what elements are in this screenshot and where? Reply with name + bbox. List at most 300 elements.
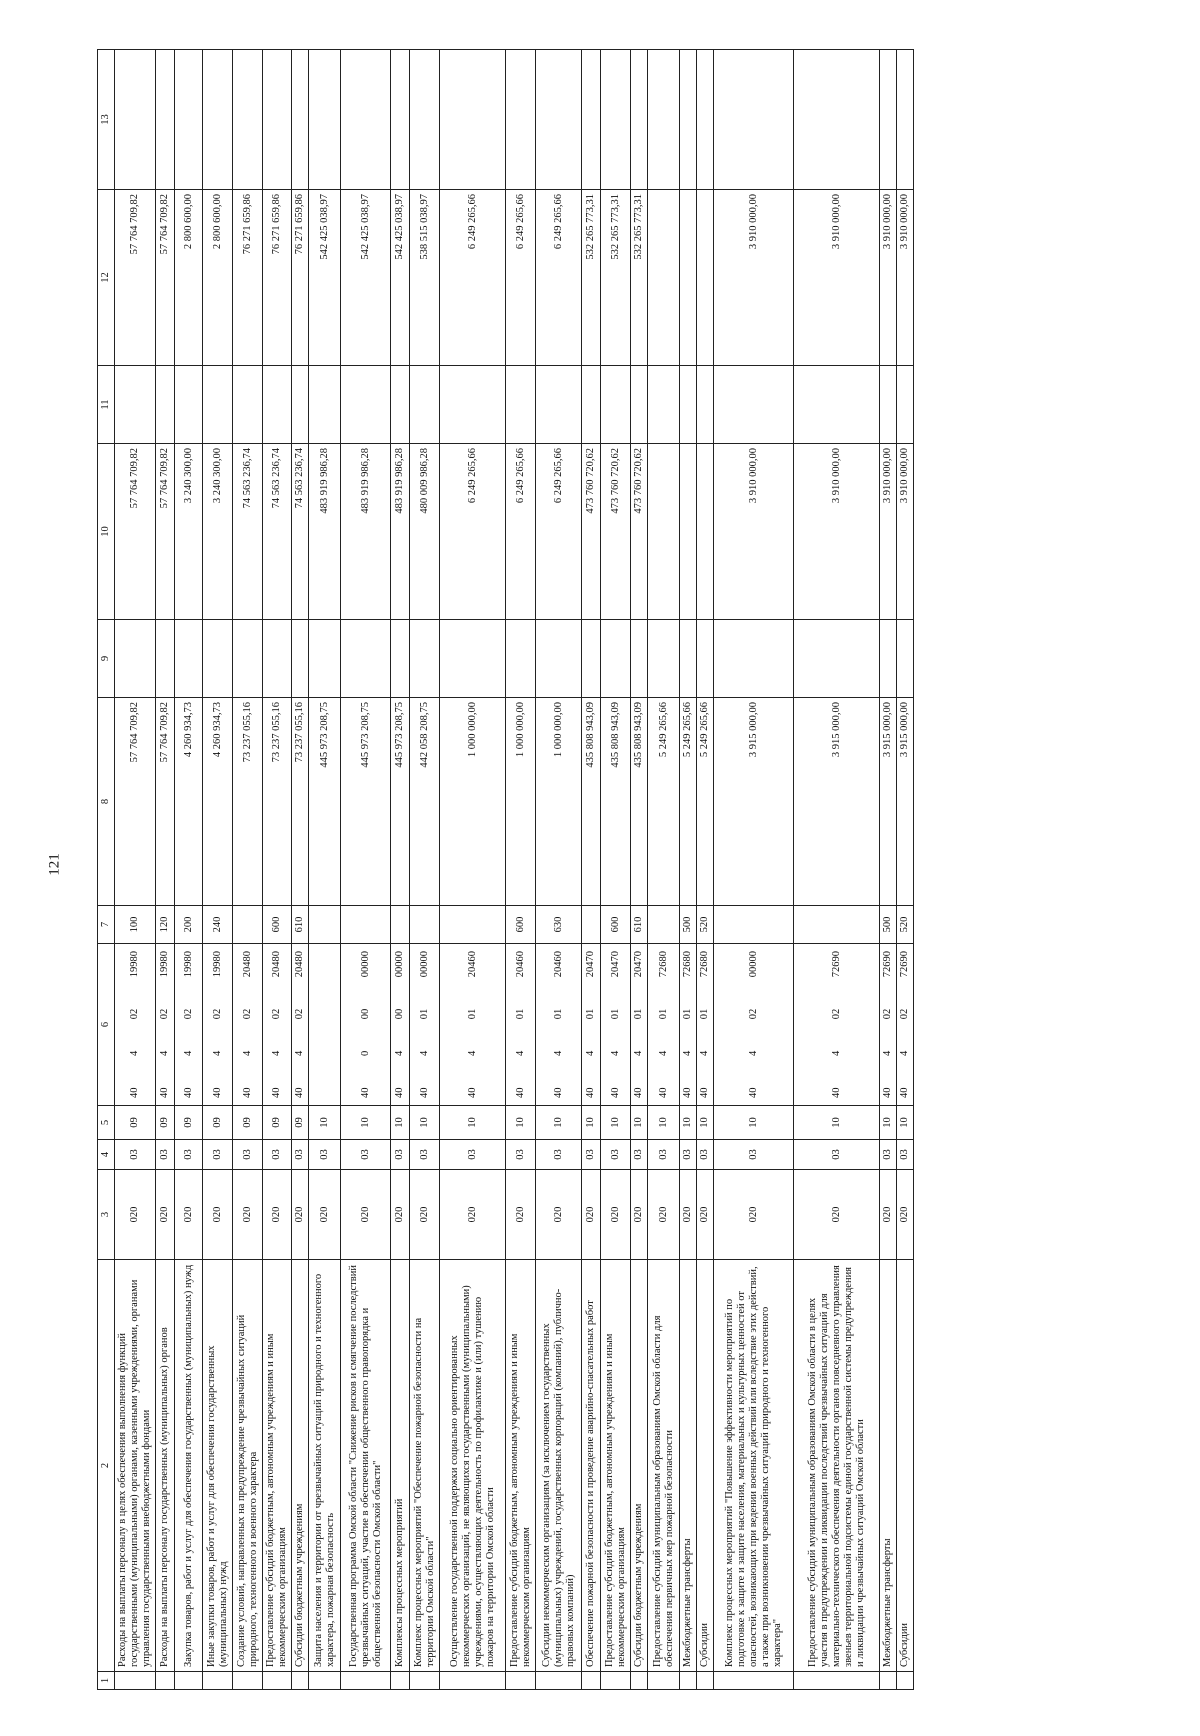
- subsection-code-cell: 10: [631, 1106, 648, 1140]
- table-row: [601, 50, 631, 1690]
- target-article-part: 72680: [682, 951, 693, 978]
- target-article-part: 01: [633, 1008, 644, 1020]
- amount-col13-cell: [341, 50, 391, 190]
- target-article-part: 4: [159, 1050, 170, 1056]
- row-name-cell: Субсидии: [897, 1260, 914, 1672]
- amount-col13-cell: [897, 50, 914, 190]
- row-name-cell: Государственная программа Омской области "Снижение рисков и смягчение последствий чрезвычайных ситуаций, участие в обеспечении общественного правопорядка и общественной безопасности Омской области": [341, 1260, 391, 1672]
- target-article-part: 01: [418, 1008, 430, 1020]
- target-article-part: 20480: [294, 951, 305, 978]
- amount-col10-cell: 473 760 720,62: [582, 444, 601, 620]
- target-article-part: 4: [182, 1050, 194, 1056]
- section-code-cell: 03: [506, 1140, 536, 1170]
- amount-col10-cell: 6 249 265,66: [440, 444, 506, 620]
- table-row: [697, 50, 714, 1690]
- target-article-cell: [794, 944, 880, 1106]
- row-col1-cell: [794, 1672, 880, 1690]
- target-article-cell: [880, 944, 897, 1106]
- amount-col8-cell: 435 808 943,09: [582, 698, 601, 906]
- target-article-cell: [648, 944, 680, 1106]
- target-article-part: 40: [271, 1087, 282, 1098]
- amount-col10-cell: [648, 444, 680, 620]
- row-col1-cell: [506, 1672, 536, 1690]
- ministry-code-cell: 020: [648, 1170, 680, 1260]
- amount-col10-cell: 480 009 986,28: [410, 444, 440, 620]
- amount-col11-cell: [309, 366, 341, 444]
- target-article-part: 02: [899, 1008, 910, 1020]
- target-article-part: 20460: [514, 951, 526, 978]
- amount-col8-cell: 435 808 943,09: [601, 698, 631, 906]
- amount-col8-cell: 73 237 055,16: [263, 698, 292, 906]
- target-article-cell: [233, 944, 263, 1106]
- ministry-code-cell: 020: [680, 1170, 697, 1260]
- target-article-part: 20480: [241, 951, 253, 978]
- amount-col9-cell: [697, 620, 714, 698]
- target-article-cell: [292, 944, 309, 1106]
- target-article-part: 02: [159, 1008, 170, 1020]
- amount-col9-cell: [880, 620, 897, 698]
- expense-type-cell: [648, 906, 680, 944]
- amount-col11-cell: [794, 366, 880, 444]
- target-article-cell: [410, 944, 440, 1106]
- amount-col9-cell: [631, 620, 648, 698]
- expense-type-cell: 600: [263, 906, 292, 944]
- row-col1-cell: [897, 1672, 914, 1690]
- amount-col9-cell: [582, 620, 601, 698]
- row-col1-cell: [714, 1672, 794, 1690]
- subsection-code-cell: 10: [410, 1106, 440, 1140]
- table-row: [631, 50, 648, 1690]
- target-article-part: 01: [609, 1008, 621, 1020]
- amount-col11-cell: [582, 366, 601, 444]
- ministry-code-cell: 020: [506, 1170, 536, 1260]
- ministry-code-cell: 020: [156, 1170, 175, 1260]
- amount-col12-cell: 532 265 773,31: [601, 190, 631, 366]
- amount-col12-cell: 542 425 038,97: [391, 190, 410, 366]
- expense-type-cell: 610: [292, 906, 309, 944]
- amount-col12-cell: 57 764 709,82: [156, 190, 175, 366]
- target-article-part: 4: [418, 1050, 430, 1056]
- subsection-code-cell: 10: [309, 1106, 341, 1140]
- amount-col8-cell: 435 808 943,09: [631, 698, 648, 906]
- subsection-code-cell: 10: [897, 1106, 914, 1140]
- row-name-cell: Предоставление субсидий бюджетным, автономным учреждениям и иным некоммерческим организациям: [506, 1260, 536, 1672]
- target-article-part: 00: [359, 1008, 371, 1020]
- amount-col9-cell: [648, 620, 680, 698]
- amount-col13-cell: [794, 50, 880, 190]
- target-article-part: 4: [747, 1050, 759, 1056]
- ministry-code-cell: 020: [714, 1170, 794, 1260]
- table-row: [897, 50, 914, 1690]
- amount-col11-cell: [536, 366, 582, 444]
- amount-col9-cell: [292, 620, 309, 698]
- expense-type-cell: 240: [203, 906, 233, 944]
- subsection-code-cell: 10: [506, 1106, 536, 1140]
- target-article-cell: [309, 944, 341, 1106]
- amount-col13-cell: [680, 50, 697, 190]
- amount-col11-cell: [341, 366, 391, 444]
- expense-type-cell: 600: [601, 906, 631, 944]
- amount-col12-cell: 3 910 000,00: [714, 190, 794, 366]
- target-article-part: 00000: [747, 951, 759, 978]
- header-cell: 6: [98, 944, 115, 1106]
- target-article-part: 01: [466, 1008, 478, 1020]
- amount-col10-cell: 3 240 300,00: [175, 444, 203, 620]
- table-row: [391, 50, 410, 1690]
- amount-col8-cell: 1 000 000,00: [536, 698, 582, 906]
- amount-col11-cell: [680, 366, 697, 444]
- target-article-part: 40: [394, 1087, 405, 1098]
- header-cell: 2: [98, 1260, 115, 1672]
- table-row: [648, 50, 680, 1690]
- amount-col10-cell: 3 910 000,00: [880, 444, 897, 620]
- target-article-cell: [391, 944, 410, 1106]
- expense-type-cell: 630: [536, 906, 582, 944]
- section-code-cell: 03: [203, 1140, 233, 1170]
- target-article-part: 4: [682, 1050, 693, 1056]
- target-article-cell: [263, 944, 292, 1106]
- target-article-part: 4: [830, 1050, 842, 1056]
- row-col1-cell: [601, 1672, 631, 1690]
- table-row: [233, 50, 263, 1690]
- section-code-cell: 03: [410, 1140, 440, 1170]
- amount-col11-cell: [203, 366, 233, 444]
- target-article-part: 72690: [830, 951, 842, 978]
- expense-type-cell: 500: [880, 906, 897, 944]
- amount-col11-cell: [697, 366, 714, 444]
- target-article-cell: [697, 944, 714, 1106]
- amount-col10-cell: 473 760 720,62: [631, 444, 648, 620]
- ministry-code-cell: 020: [880, 1170, 897, 1260]
- amount-col12-cell: 538 515 038,97: [410, 190, 440, 366]
- target-article-part: 01: [514, 1008, 526, 1020]
- target-article-part: 02: [271, 1008, 282, 1020]
- section-code-cell: 03: [175, 1140, 203, 1170]
- section-code-cell: 03: [156, 1140, 175, 1170]
- amount-col13-cell: [175, 50, 203, 190]
- target-article-part: 40: [211, 1087, 223, 1098]
- amount-col9-cell: [263, 620, 292, 698]
- amount-col9-cell: [680, 620, 697, 698]
- amount-col10-cell: 3 240 300,00: [203, 444, 233, 620]
- target-article-part: 4: [633, 1050, 644, 1056]
- target-article-part: 72690: [899, 951, 910, 978]
- amount-col8-cell: 3 915 000,00: [794, 698, 880, 906]
- amount-col12-cell: 2 800 600,00: [175, 190, 203, 366]
- row-col1-cell: [175, 1672, 203, 1690]
- target-article-part: 40: [241, 1087, 253, 1098]
- amount-col10-cell: 3 910 000,00: [714, 444, 794, 620]
- header-cell: 10: [98, 444, 115, 620]
- amount-col10-cell: 483 919 986,28: [391, 444, 410, 620]
- ministry-code-cell: 020: [794, 1170, 880, 1260]
- subsection-code-cell: 10: [391, 1106, 410, 1140]
- row-name-cell: Защита населения и территории от чрезвычайных ситуаций природного и техногенного характера, пожарная безопасность: [309, 1260, 341, 1672]
- expense-type-cell: [341, 906, 391, 944]
- amount-col12-cell: 6 249 265,66: [440, 190, 506, 366]
- target-article-part: 4: [657, 1050, 669, 1056]
- amount-col12-cell: 3 910 000,00: [794, 190, 880, 366]
- amount-col9-cell: [410, 620, 440, 698]
- row-name-cell: Создание условий, направленных на предупреждение чрезвычайных ситуаций природного, техногенного и военного характера: [233, 1260, 263, 1672]
- amount-col12-cell: [680, 190, 697, 366]
- target-article-part: 19980: [182, 951, 194, 978]
- amount-col10-cell: 473 760 720,62: [601, 444, 631, 620]
- subsection-code-cell: 10: [697, 1106, 714, 1140]
- section-code-cell: 03: [714, 1140, 794, 1170]
- table-row: [582, 50, 601, 1690]
- target-article-part: 02: [830, 1008, 842, 1020]
- table-row: [292, 50, 309, 1690]
- table-row: [506, 50, 536, 1690]
- subsection-code-cell: 10: [601, 1106, 631, 1140]
- expense-type-cell: 200: [175, 906, 203, 944]
- target-article-part: 20470: [585, 951, 596, 978]
- row-col1-cell: [341, 1672, 391, 1690]
- table-row: [536, 50, 582, 1690]
- amount-col11-cell: [897, 366, 914, 444]
- table-row: [410, 50, 440, 1690]
- target-article-part: 40: [882, 1087, 893, 1098]
- target-article-part: 20460: [466, 951, 478, 978]
- table-row: [880, 50, 897, 1690]
- amount-col10-cell: 483 919 986,28: [309, 444, 341, 620]
- amount-col8-cell: 5 249 265,66: [697, 698, 714, 906]
- target-article-part: 4: [271, 1050, 282, 1056]
- amount-col13-cell: [309, 50, 341, 190]
- target-article-cell: [203, 944, 233, 1106]
- target-article-part: 00000: [418, 951, 430, 978]
- row-col1-cell: [582, 1672, 601, 1690]
- target-article-part: 19980: [129, 951, 140, 978]
- section-code-cell: 03: [263, 1140, 292, 1170]
- row-col1-cell: [233, 1672, 263, 1690]
- row-col1-cell: [880, 1672, 897, 1690]
- amount-col11-cell: [440, 366, 506, 444]
- amount-col13-cell: [697, 50, 714, 190]
- target-article-cell: [506, 944, 536, 1106]
- table-row: [309, 50, 341, 1690]
- target-article-part: 40: [552, 1087, 564, 1098]
- section-code-cell: 03: [697, 1140, 714, 1170]
- target-article-part: 19980: [211, 951, 223, 978]
- amount-col12-cell: 542 425 038,97: [341, 190, 391, 366]
- target-article-part: 40: [129, 1087, 140, 1098]
- expense-type-cell: [582, 906, 601, 944]
- amount-col13-cell: [115, 50, 156, 190]
- target-article-part: 00000: [359, 951, 371, 978]
- section-code-cell: 03: [680, 1140, 697, 1170]
- amount-col10-cell: 57 764 709,82: [156, 444, 175, 620]
- target-article-part: 20480: [271, 951, 282, 978]
- table-row: [680, 50, 697, 1690]
- target-article-part: 02: [182, 1008, 194, 1020]
- amount-col10-cell: 3 910 000,00: [897, 444, 914, 620]
- target-article-part: 40: [899, 1087, 910, 1098]
- row-col1-cell: [697, 1672, 714, 1690]
- target-article-part: 40: [585, 1087, 596, 1098]
- amount-col9-cell: [341, 620, 391, 698]
- target-article-part: 01: [585, 1008, 596, 1020]
- expense-type-cell: [714, 906, 794, 944]
- target-article-part: 00: [394, 1008, 405, 1020]
- ministry-code-cell: 020: [233, 1170, 263, 1260]
- amount-col9-cell: [233, 620, 263, 698]
- header-cell: 13: [98, 50, 115, 190]
- amount-col8-cell: 1 000 000,00: [506, 698, 536, 906]
- target-article-part: 40: [682, 1087, 693, 1098]
- target-article-part: 40: [609, 1087, 621, 1098]
- amount-col11-cell: [233, 366, 263, 444]
- row-col1-cell: [410, 1672, 440, 1690]
- amount-col10-cell: 6 249 265,66: [536, 444, 582, 620]
- target-article-cell: [341, 944, 391, 1106]
- amount-col13-cell: [601, 50, 631, 190]
- amount-col11-cell: [391, 366, 410, 444]
- amount-col8-cell: 57 764 709,82: [115, 698, 156, 906]
- section-code-cell: 03: [536, 1140, 582, 1170]
- amount-col12-cell: 76 271 659,86: [263, 190, 292, 366]
- expense-type-cell: [309, 906, 341, 944]
- target-article-part: 4: [899, 1050, 910, 1056]
- section-code-cell: 03: [880, 1140, 897, 1170]
- amount-col9-cell: [115, 620, 156, 698]
- row-col1-cell: [156, 1672, 175, 1690]
- row-col1-cell: [263, 1672, 292, 1690]
- row-name-cell: Предоставление субсидий муниципальным образованиям Омской области для обеспечения первичных мер пожарной безопасности: [648, 1260, 680, 1672]
- row-name-cell: Предоставление субсидий муниципальным образованиям Омской области в целях участия в предупреждении и ликвидации последствий чрезвычайных ситуаций для материально-технического обеспечения деятельности органов повседневного управления звеньев территориальной подсистемы единой государственной системы предупреждения и ликвидации чрезвычайных ситуаций Омской области: [794, 1260, 880, 1672]
- row-name-cell: Субсидии: [697, 1260, 714, 1672]
- subsection-code-cell: 09: [233, 1106, 263, 1140]
- target-article-part: 0: [359, 1050, 371, 1056]
- amount-col12-cell: 6 249 265,66: [536, 190, 582, 366]
- amount-col9-cell: [309, 620, 341, 698]
- subsection-code-cell: 09: [292, 1106, 309, 1140]
- target-article-part: 40: [747, 1087, 759, 1098]
- target-article-cell: [714, 944, 794, 1106]
- row-col1-cell: [440, 1672, 506, 1690]
- amount-col11-cell: [292, 366, 309, 444]
- target-article-cell: [631, 944, 648, 1106]
- amount-col10-cell: [680, 444, 697, 620]
- row-col1-cell: [203, 1672, 233, 1690]
- target-article-part: 40: [699, 1087, 710, 1098]
- amount-col8-cell: 5 249 265,66: [680, 698, 697, 906]
- amount-col10-cell: [697, 444, 714, 620]
- target-article-part: 4: [882, 1050, 893, 1056]
- subsection-code-cell: 10: [714, 1106, 794, 1140]
- table-row: [714, 50, 794, 1690]
- row-name-cell: Предоставление субсидий бюджетным, автономным учреждениям и иным некоммерческим организациям: [601, 1260, 631, 1672]
- amount-col8-cell: 442 058 208,75: [410, 698, 440, 906]
- amount-col13-cell: [156, 50, 175, 190]
- subsection-code-cell: 09: [203, 1106, 233, 1140]
- row-col1-cell: [631, 1672, 648, 1690]
- amount-col13-cell: [506, 50, 536, 190]
- target-article-part: 4: [211, 1050, 223, 1056]
- amount-col8-cell: 445 973 208,75: [391, 698, 410, 906]
- amount-col13-cell: [880, 50, 897, 190]
- target-article-part: 40: [359, 1087, 371, 1098]
- expense-type-cell: 500: [680, 906, 697, 944]
- subsection-code-cell: 10: [582, 1106, 601, 1140]
- expense-type-cell: 520: [697, 906, 714, 944]
- amount-col8-cell: 3 915 000,00: [897, 698, 914, 906]
- row-name-cell: Межбюджетные трансферты: [880, 1260, 897, 1672]
- ministry-code-cell: 020: [292, 1170, 309, 1260]
- target-article-part: 4: [241, 1050, 253, 1056]
- amount-col12-cell: 532 265 773,31: [631, 190, 648, 366]
- amount-col12-cell: 76 271 659,86: [233, 190, 263, 366]
- table-row: [440, 50, 506, 1690]
- amount-col9-cell: [506, 620, 536, 698]
- amount-col11-cell: [648, 366, 680, 444]
- amount-col13-cell: [233, 50, 263, 190]
- amount-col12-cell: 2 800 600,00: [203, 190, 233, 366]
- expense-type-cell: [233, 906, 263, 944]
- amount-col13-cell: [263, 50, 292, 190]
- amount-col8-cell: 5 249 265,66: [648, 698, 680, 906]
- table-row: [175, 50, 203, 1690]
- target-article-part: 40: [466, 1087, 478, 1098]
- target-article-part: 40: [633, 1087, 644, 1098]
- target-article-part: 20470: [633, 951, 644, 978]
- target-article-part: 40: [657, 1087, 669, 1098]
- target-article-cell: [601, 944, 631, 1106]
- target-article-part: 00000: [394, 951, 405, 978]
- target-article-part: 40: [830, 1087, 842, 1098]
- ministry-code-cell: 020: [175, 1170, 203, 1260]
- table-body: [115, 50, 914, 1690]
- amount-col9-cell: [175, 620, 203, 698]
- section-code-cell: 03: [391, 1140, 410, 1170]
- target-article-part: 4: [699, 1050, 710, 1056]
- row-name-cell: Межбюджетные трансферты: [680, 1260, 697, 1672]
- target-article-part: 02: [211, 1008, 223, 1020]
- ministry-code-cell: 020: [115, 1170, 156, 1260]
- target-article-part: 72680: [657, 951, 669, 978]
- subsection-code-cell: 09: [156, 1106, 175, 1140]
- ministry-code-cell: 020: [341, 1170, 391, 1260]
- ministry-code-cell: 020: [897, 1170, 914, 1260]
- section-code-cell: 03: [292, 1140, 309, 1170]
- target-article-cell: [680, 944, 697, 1106]
- ministry-code-cell: 020: [697, 1170, 714, 1260]
- table-row: [341, 50, 391, 1690]
- target-article-part: 20460: [552, 951, 564, 978]
- amount-col9-cell: [794, 620, 880, 698]
- ministry-code-cell: 020: [440, 1170, 506, 1260]
- amount-col12-cell: 57 764 709,82: [115, 190, 156, 366]
- row-col1-cell: [536, 1672, 582, 1690]
- section-code-cell: 03: [341, 1140, 391, 1170]
- amount-col13-cell: [391, 50, 410, 190]
- header-cell: 12: [98, 190, 115, 366]
- target-article-part: 40: [418, 1087, 430, 1098]
- row-name-cell: Обеспечение пожарной безопасности и проведение аварийно-спасательных работ: [582, 1260, 601, 1672]
- expense-type-cell: [410, 906, 440, 944]
- target-article-part: 4: [552, 1050, 564, 1056]
- ministry-code-cell: 020: [309, 1170, 341, 1260]
- ministry-code-cell: 020: [203, 1170, 233, 1260]
- expense-type-cell: 520: [897, 906, 914, 944]
- target-article-part: 02: [129, 1008, 140, 1020]
- subsection-code-cell: 10: [648, 1106, 680, 1140]
- target-article-part: 4: [129, 1050, 140, 1056]
- row-name-cell: Комплексы процессных мероприятий: [391, 1260, 410, 1672]
- target-article-cell: [115, 944, 156, 1106]
- amount-col11-cell: [175, 366, 203, 444]
